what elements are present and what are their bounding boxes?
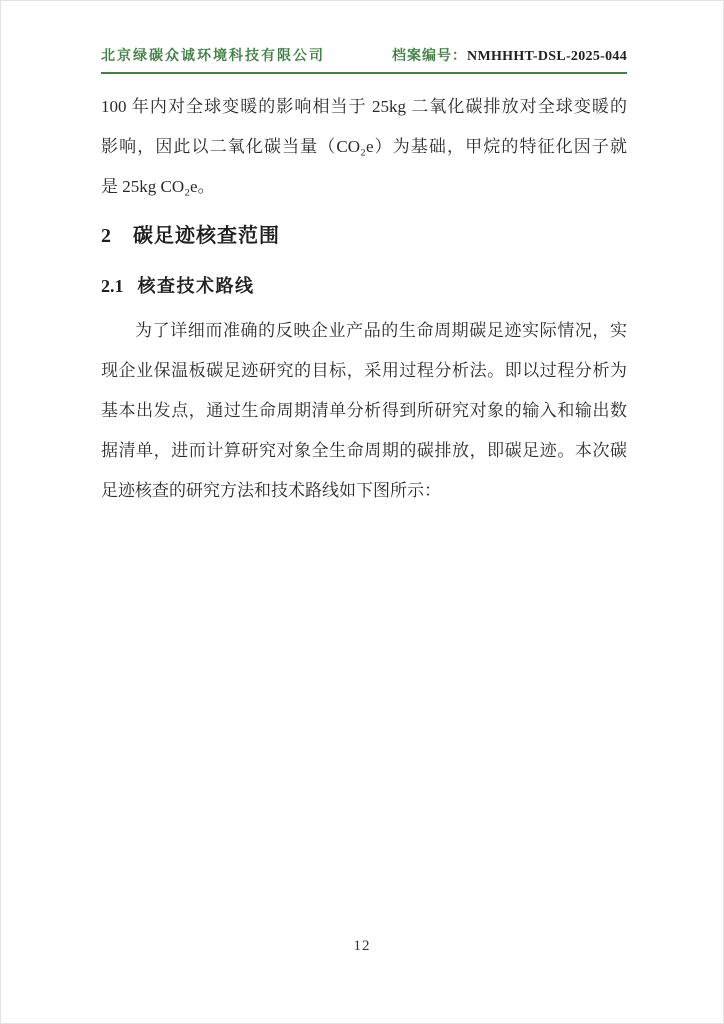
text-line: 影响，因此以二氧化碳当量（CO₂e）为基础，甲烷的特征化因子就 — [101, 137, 627, 156]
text-line: 100 年内对全球变暖的影响相当于 25kg 二氧化碳排放对全球变暖的 — [101, 97, 627, 116]
page-footer — [1, 937, 723, 955]
header-archive — [392, 45, 627, 65]
intro-paragraph — [101, 87, 627, 207]
subsection-heading — [101, 271, 627, 301]
subsection-number: 2.1 — [101, 276, 124, 296]
section-number: 2 — [101, 225, 111, 247]
text-line: 足迹核查的研究方法和技术路线如下图所示： — [101, 481, 441, 500]
text-line: 为了详细而准确的反映企业产品的生命周期碳足迹实际情况，实 — [135, 321, 627, 340]
subsection-title: 核查技术路线 — [137, 276, 255, 296]
text-line: 现企业保温板碳足迹研究的目标，采用过程分析法。即以过程分析为 — [101, 361, 627, 380]
section-heading — [101, 219, 627, 253]
section-title: 碳足迹核查范围 — [133, 225, 280, 247]
archive-number-value: NMHHHT-DSL-2025-044 — [467, 49, 627, 64]
main-paragraph — [101, 311, 627, 511]
text-line: 基本出发点，通过生命周期清单分析得到所研究对象的输入和输出数 — [101, 401, 627, 420]
archive-number-label: 档案编号： — [392, 49, 468, 64]
header-company-name: 北京绿碳众诚环境科技有限公司 — [101, 49, 325, 64]
page-header — [101, 45, 627, 74]
page-content — [101, 87, 627, 511]
page-number: 12 — [353, 938, 371, 954]
text-line: 据清单，进而计算研究对象全生命周期的碳排放，即碳足迹。本次碳 — [101, 441, 627, 460]
text-line: 是 25kg CO₂e。 — [101, 177, 215, 196]
